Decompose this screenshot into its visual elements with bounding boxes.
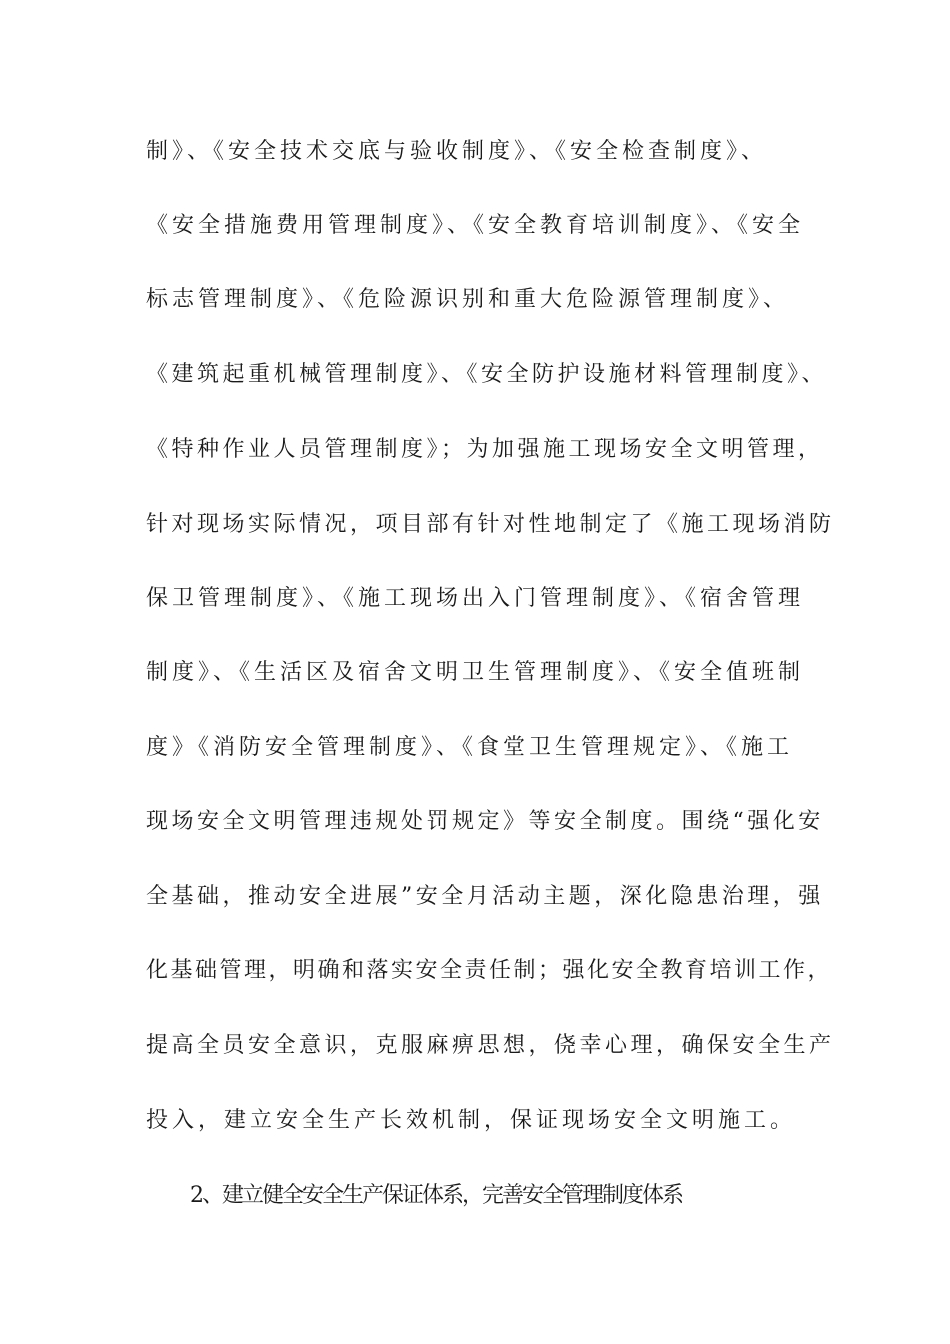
body-line: 现场安全文明管理违规处罚规定》等安全制度。围绕“强化安 [146,809,824,834]
section-heading: 2、建立健全安全生产保证体系，完善安全管理制度体系 [190,1183,682,1208]
body-line: 制》、《安全技术交底与验收制度》、《安全检查制度》、 [146,139,768,164]
body-line: 投入，建立安全生产长效机制，保证现场安全文明施工。 [146,1108,797,1133]
body-line: 提高全员安全意识，克服麻痹思想，侥幸心理，确保安全生产 [146,1033,835,1058]
body-line: 标志管理制度》、《危险源识别和重大危险源管理制度》、 [146,287,790,312]
body-line: 全基础，推动安全进展”安全月活动主题，深化隐患治理，强 [146,884,824,909]
body-line: 制度》、《生活区及宿舍文明卫生管理制度》、《安全值班制 [146,660,805,685]
body-line: 《特种作业人员管理制度》；为加强施工现场安全文明管理， [146,437,824,462]
body-line: 针对现场实际情况，项目部有针对性地制定了《施工现场消防 [146,512,835,537]
body-line: 化基础管理，明确和落实安全责任制；强化安全教育培训工作， [146,958,833,983]
body-line: 度》《消防安全管理制度》、《食堂卫生管理规定》、《施工 [146,735,794,760]
body-line: 《建筑起重机械管理制度》、《安全防护设施材料管理制度》、 [146,362,828,387]
body-line: 保卫管理制度》、《施工现场出入门管理制度》、《宿舍管理 [146,586,805,611]
body-line: 《安全措施费用管理制度》、《安全教育培训制度》、《安全 [146,213,805,238]
